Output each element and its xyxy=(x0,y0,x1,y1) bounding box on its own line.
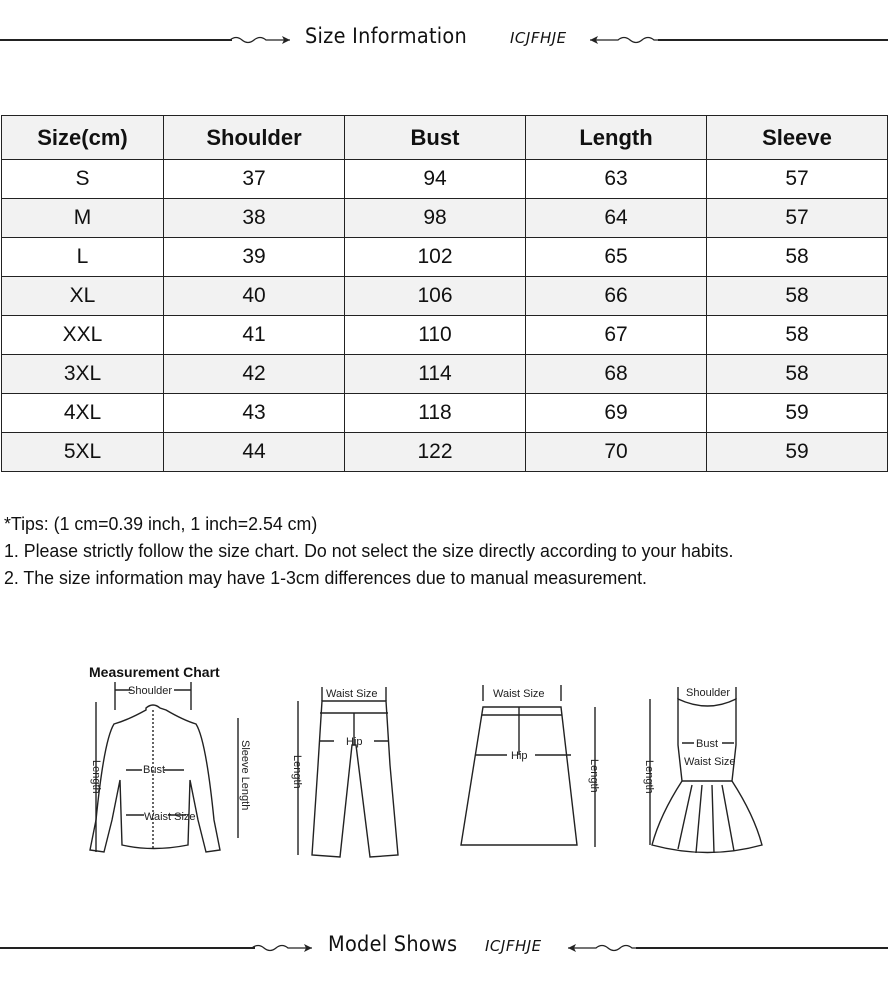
cell-size: XL xyxy=(2,277,164,316)
divider-left xyxy=(0,39,232,41)
label-bust: Bust xyxy=(143,764,166,776)
cell-bust: 122 xyxy=(345,433,526,472)
header-shoulder: Shoulder xyxy=(164,116,345,160)
shirt-outline-icon xyxy=(88,680,268,860)
cell-length: 66 xyxy=(526,277,707,316)
cell-shoulder: 42 xyxy=(164,355,345,394)
tips-note-2: 2. The size information may have 1-3cm differences due to manual measurement. xyxy=(4,567,647,588)
label-length: Length xyxy=(588,759,600,793)
cell-shoulder: 38 xyxy=(164,199,345,238)
squiggle-arrow-right-icon xyxy=(230,30,300,50)
size-information-banner xyxy=(0,20,888,60)
cell-shoulder: 39 xyxy=(164,238,345,277)
cell-length: 70 xyxy=(526,433,707,472)
dress-diagram xyxy=(638,685,758,870)
label-waist: Waist Size xyxy=(493,688,545,700)
cell-sleeve: 58 xyxy=(707,316,888,355)
cell-bust: 110 xyxy=(345,316,526,355)
divider-right xyxy=(636,947,888,949)
pants-diagram xyxy=(290,685,400,870)
cell-length: 67 xyxy=(526,316,707,355)
label-length: Length xyxy=(291,755,303,789)
measurement-chart-title: Measurement Chart xyxy=(89,664,220,680)
cell-bust: 102 xyxy=(345,238,526,277)
cell-shoulder: 41 xyxy=(164,316,345,355)
cell-size: 4XL xyxy=(2,394,164,433)
squiggle-arrow-left-icon xyxy=(590,30,660,50)
cell-size: L xyxy=(2,238,164,277)
label-shoulder: Shoulder xyxy=(128,685,173,697)
table-row xyxy=(2,316,888,355)
size-table xyxy=(1,115,888,472)
label-waist: Waist Size xyxy=(326,688,378,700)
cell-sleeve: 58 xyxy=(707,355,888,394)
cell-shoulder: 37 xyxy=(164,160,345,199)
cell-size: M xyxy=(2,199,164,238)
header-bust: Bust xyxy=(345,116,526,160)
header-sleeve: Sleeve xyxy=(707,116,888,160)
cell-bust: 114 xyxy=(345,355,526,394)
size-tips xyxy=(4,510,733,591)
model-shows-banner xyxy=(0,928,888,968)
cell-length: 64 xyxy=(526,199,707,238)
label-length: Length xyxy=(90,760,102,794)
table-row xyxy=(2,394,888,433)
header-length: Length xyxy=(526,116,707,160)
table-row xyxy=(2,238,888,277)
table-row xyxy=(2,433,888,472)
cell-size: 3XL xyxy=(2,355,164,394)
cell-shoulder: 43 xyxy=(164,394,345,433)
dress-outline-icon xyxy=(638,685,758,865)
skirt-diagram xyxy=(455,685,615,870)
table-row xyxy=(2,277,888,316)
cell-sleeve: 57 xyxy=(707,160,888,199)
label-bust: Bust xyxy=(696,738,719,750)
cell-sleeve: 57 xyxy=(707,199,888,238)
cell-bust: 98 xyxy=(345,199,526,238)
table-header-row xyxy=(2,116,888,160)
tips-note-1: 1. Please strictly follow the size chart. Do not select the size directly according to your habits. xyxy=(4,540,734,561)
divider-left xyxy=(0,947,255,949)
cell-sleeve: 59 xyxy=(707,394,888,433)
cell-shoulder: 40 xyxy=(164,277,345,316)
table-row xyxy=(2,160,888,199)
label-waist: Waist Size xyxy=(684,756,736,768)
cell-bust: 94 xyxy=(345,160,526,199)
divider-right xyxy=(658,39,888,41)
skirt-outline-icon xyxy=(455,685,615,865)
table-row xyxy=(2,355,888,394)
banner-title: Size Information xyxy=(305,24,468,48)
shirt-diagram xyxy=(88,680,268,865)
label-length: Length xyxy=(643,760,655,794)
cell-length: 65 xyxy=(526,238,707,277)
cell-size: 5XL xyxy=(2,433,164,472)
cell-length: 68 xyxy=(526,355,707,394)
label-waist: Waist Size xyxy=(144,811,196,823)
cell-sleeve: 59 xyxy=(707,433,888,472)
cell-length: 63 xyxy=(526,160,707,199)
pants-outline-icon xyxy=(290,685,400,865)
tips-conversion: *Tips: (1 cm=0.39 inch, 1 inch=2.54 cm) xyxy=(4,513,318,534)
label-hip: Hip xyxy=(511,750,528,762)
table-row xyxy=(2,199,888,238)
label-sleeve: Sleeve Length xyxy=(239,740,251,811)
squiggle-arrow-left-icon xyxy=(568,938,638,958)
header-size: Size(cm) xyxy=(2,116,164,160)
cell-size: XXL xyxy=(2,316,164,355)
cell-sleeve: 58 xyxy=(707,277,888,316)
brand-name: ICJFHJE xyxy=(510,29,567,47)
squiggle-arrow-right-icon xyxy=(252,938,322,958)
cell-bust: 106 xyxy=(345,277,526,316)
label-shoulder: Shoulder xyxy=(686,687,731,699)
label-hip: Hip xyxy=(346,736,363,748)
cell-length: 69 xyxy=(526,394,707,433)
banner-title: Model Shows xyxy=(328,932,458,956)
brand-name: ICJFHJE xyxy=(485,937,542,955)
cell-shoulder: 44 xyxy=(164,433,345,472)
cell-sleeve: 58 xyxy=(707,238,888,277)
cell-bust: 118 xyxy=(345,394,526,433)
cell-size: S xyxy=(2,160,164,199)
